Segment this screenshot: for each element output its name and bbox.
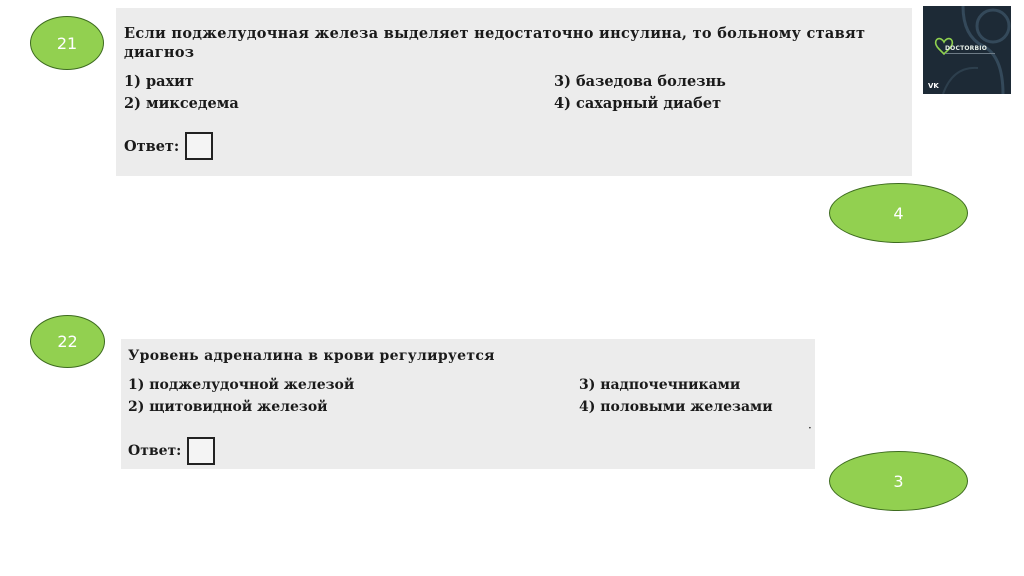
answer-label-21: Ответ: [124, 137, 180, 155]
question-21-options [124, 72, 902, 114]
option-21-4: 4) сахарный диабет [554, 95, 722, 112]
logo-brand-text: DOCTORBIO [945, 45, 988, 52]
answer-box-21[interactable] [185, 132, 213, 160]
question-number-badge-21: 21 [30, 16, 104, 70]
option-22-4: 4) половыми железами [579, 399, 773, 415]
scan-artifact-dot: · [808, 421, 812, 435]
question-21-scan [116, 8, 912, 176]
answer-badge-21: 4 [829, 183, 968, 243]
option-22-2: 2) щитовидной железой [128, 399, 328, 415]
option-21-2: 2) микседема [124, 95, 239, 112]
answer-row-22 [128, 437, 215, 465]
answer-row-21 [124, 132, 213, 160]
question-number-badge-22: 22 [30, 315, 105, 368]
logo-divider [945, 53, 995, 54]
answer-box-22[interactable] [187, 437, 215, 465]
doctorbio-logo[interactable] [923, 6, 1011, 94]
question-21-text: Если поджелудочная железа выделяет недостаточно инсулина, то больному ставят диагноз [124, 25, 866, 61]
option-21-1: 1) рахит [124, 73, 194, 90]
vk-icon[interactable]: VK [928, 82, 939, 90]
question-22-text: Уровень адреналина в крови регулируется [128, 348, 495, 364]
answer-label-22: Ответ: [128, 442, 182, 459]
option-21-3: 3) базедова болезнь [554, 73, 726, 90]
answer-badge-22: 3 [829, 451, 968, 511]
option-22-1: 1) поджелудочной железой [128, 377, 355, 393]
question-22-scan [121, 339, 815, 469]
option-22-3: 3) надпочечниками [579, 377, 741, 393]
question-22-options [128, 376, 807, 418]
